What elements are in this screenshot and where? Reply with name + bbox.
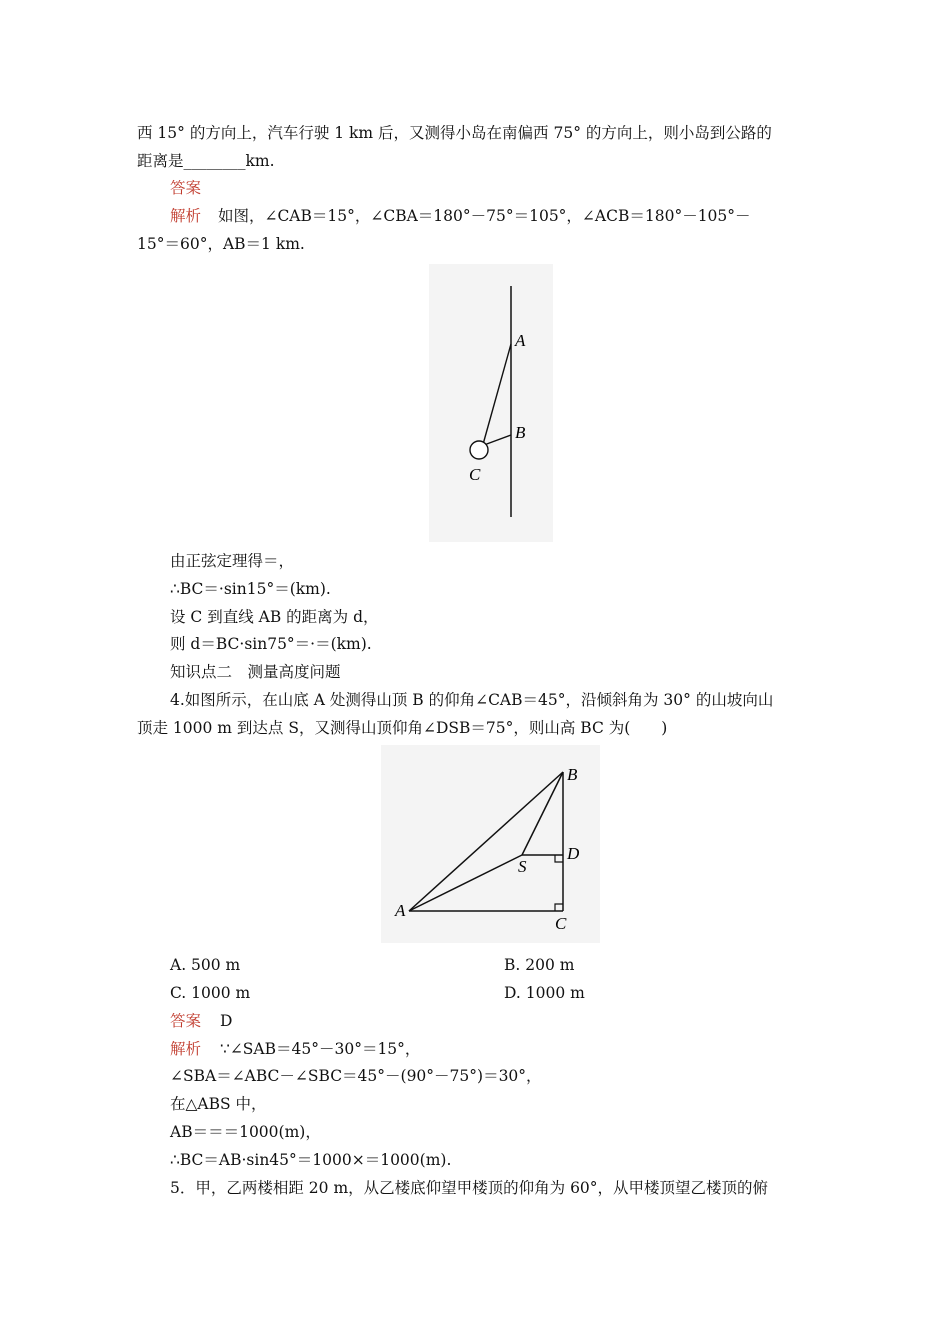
right-angle-d [555,855,563,862]
derivation-line: 设 C 到直线 AB 的距离为 d， [170,608,379,626]
segment-bc [484,435,511,445]
analysis-text: ∠SBA＝∠ABC－∠SBC＝45°－(90°－75°)＝30°， [170,1067,542,1085]
analysis-text: ∵∠SAB＝45°－30°＝15°， [219,1040,421,1058]
label-a: A [395,901,406,920]
analysis-text: 在△ABS 中， [170,1095,267,1113]
answer-label: 答案 [170,1012,202,1030]
option-a: A. 500 m [170,956,241,974]
analysis-label: 解析 [170,207,202,225]
answer-value: D [219,1012,233,1030]
segment-ab [409,772,563,911]
segment-as [409,855,522,911]
option-b: B. 200 m [504,956,575,974]
label-s: S [518,857,527,876]
analysis-label: 解析 [170,1040,202,1058]
section-heading: 知识点二 测量高度问题 [170,663,341,681]
label-b: B [567,765,578,784]
analysis-text: 如图，∠CAB＝15°，∠CBA＝180°－75°＝105°，∠ACB＝180°－105°－ [217,207,751,225]
option-d: D. 1000 m [504,984,585,1002]
derivation-line: 由正弦定理得＝， [170,552,295,570]
analysis-text: AB＝＝＝1000(m)， [170,1123,321,1141]
option-c: C. 1000 m [170,984,251,1002]
question-text: 顶走 1000 m 到达点 S，又测得山顶仰角∠DSB＝75°，则山高 BC 为( ) [137,719,668,737]
label-c: C [469,465,481,484]
answer-label: 答案 [170,179,202,197]
derivation-line: 则 d＝BC·sin75°＝·＝(km). [170,635,372,653]
island-point-c [470,441,488,459]
analysis-text: ∴BC＝AB·sin45°＝1000×＝1000(m). [170,1151,452,1169]
label-a: A [515,331,526,350]
problem-text-line: 距离是________km. [137,152,275,170]
answer-line [170,178,201,198]
label-c: C [555,914,567,933]
figure-mountain [381,745,600,943]
analysis-text: 15°＝60°，AB＝1 km. [137,235,305,253]
question-text: 5．甲，乙两楼相距 20 m，从乙楼底仰望甲楼顶的仰角为 60°，从甲楼顶望乙楼顶的俯 [170,1179,769,1197]
question-text: 4.如图所示，在山底 A 处测得山顶 B 的仰角∠CAB＝45°，沿倾斜角为 30° 的山坡向山 [170,691,774,709]
segment-sb [522,772,563,855]
figure-island [429,264,553,542]
answer-line [170,1011,232,1031]
problem-text-line: 西 15° 的方向上，汽车行驶 1 km 后，又测得小岛在南偏西 75° 的方向上，则小岛到公路的 [137,124,772,142]
label-b: B [515,423,526,442]
analysis-line [170,1039,420,1059]
analysis-line [170,206,751,226]
label-d: D [567,844,580,863]
segment-ac [482,344,511,448]
derivation-line: ∴BC＝·sin15°＝(km). [170,580,331,598]
right-angle-c [555,904,563,911]
